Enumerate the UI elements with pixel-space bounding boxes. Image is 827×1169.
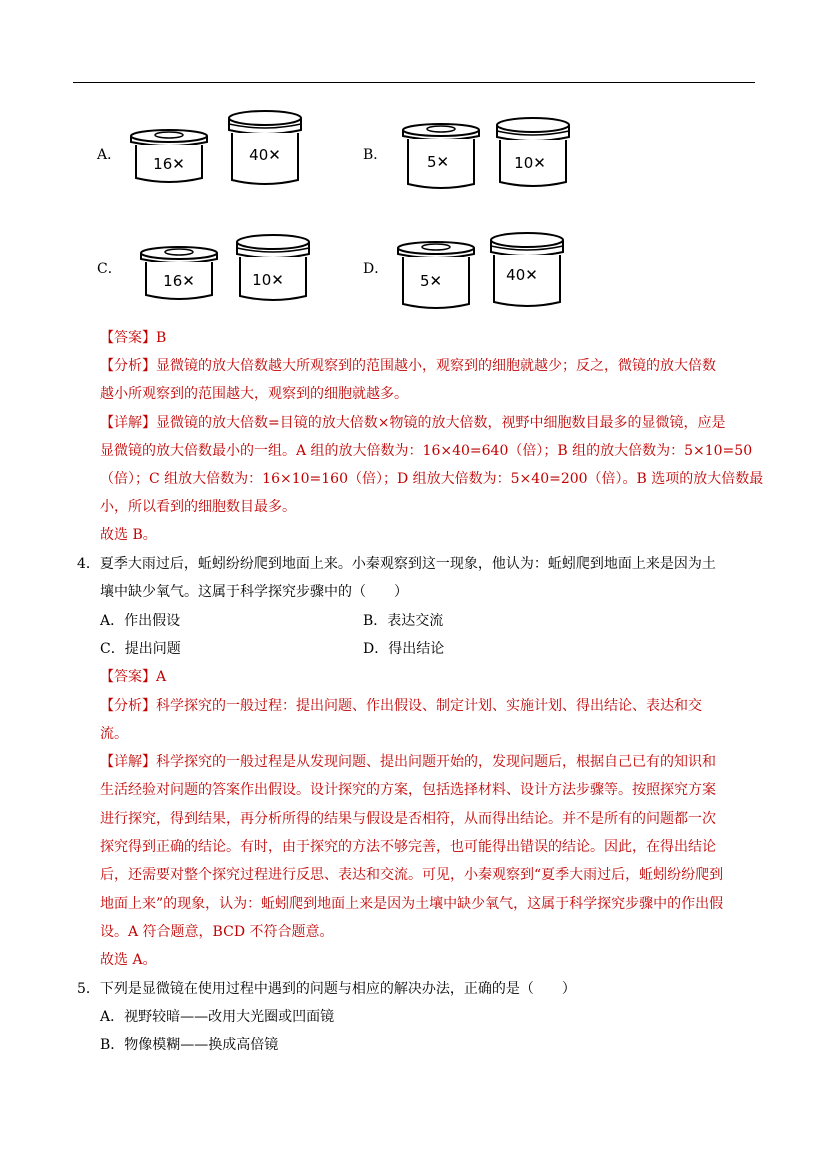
q4-detail-line-1: 【详解】科学探究的一般过程是从发现问题、提出问题开始的，发现问题后，根据自己已有的知识和 [100, 754, 716, 770]
q4-analysis-line-1: 【分析】科学探究的一般过程：提出问题、作出假设、制定计划、实施计划、得出结论、表达和交 [100, 698, 702, 714]
objective-c-label: 10✕ [252, 271, 284, 289]
q3-detail-line-2: 显微镜的放大倍数最小的一组。A 组的放大倍数为：16×40=640（倍）；B 组的放大倍数为：5×10=50 [100, 443, 753, 459]
eyepiece-c-image [138, 245, 220, 303]
q4-conclusion: 故选 A。 [100, 952, 157, 968]
q4-detail-line-4: 探究得到正确的结论。有时，由于探究的方法不够完善，也可能得出错误的结论。因此，在得出结论 [100, 839, 716, 855]
q3-analysis-line-1: 【分析】显微镜的放大倍数越大所观察到的范围越小，观察到的细胞就越少；反之，微镜的放大倍数 [100, 358, 716, 374]
option-letter-c: C． [97, 261, 122, 277]
q4-stem-line-1: 4．夏季大雨过后，蚯蚓纷纷爬到地面上来。小秦观察到这一现象，他认为：蚯蚓爬到地面上来是因为土 [77, 556, 716, 572]
q4-option-a: A．作出假设 [100, 613, 181, 629]
eyepiece-a-image [128, 128, 210, 186]
objective-a-label: 40✕ [249, 146, 281, 164]
option-letter-d: D． [363, 261, 389, 277]
eyepiece-a-label: 16✕ [153, 155, 185, 173]
q4-option-b: B．表达交流 [363, 613, 444, 629]
q3-analysis-line-2: 越小所观察到的范围越大，观察到的细胞就越多。 [100, 386, 408, 402]
q3-answer: 【答案】B [100, 330, 167, 346]
objective-d-label: 40✕ [506, 266, 538, 284]
q4-analysis-line-2: 流。 [100, 726, 128, 742]
q3-conclusion: 故选 B。 [100, 527, 157, 543]
objective-c-image [232, 232, 314, 304]
objective-a-image [224, 108, 306, 188]
eyepiece-d-image [395, 240, 477, 312]
q3-detail-line-1: 【详解】显微镜的放大倍数=目镜的放大倍数×物镜的放大倍数，视野中细胞数目最多的显微镜，应是 [100, 415, 726, 431]
eyepiece-b-label: 5✕ [426, 153, 450, 171]
q4-detail-line-6: 地面上来”的现象，认为：蚯蚓爬到地面上来是因为土壤中缺少氧气，这属于科学探究步骤中的作出假 [100, 896, 724, 912]
q4-option-c: C．提出问题 [100, 641, 181, 657]
q3-detail-line-4: 小，所以看到的细胞数目最多。 [100, 499, 296, 515]
eyepiece-d-label: 5✕ [419, 272, 443, 290]
q5-option-a: A．视野较暗——改用大光圈或凹面镜 [100, 1009, 335, 1025]
option-letter-a: A． [97, 147, 122, 163]
q4-detail-line-7: 设。A 符合题意，BCD 不符合题意。 [100, 924, 334, 940]
q4-detail-line-5: 后，还需要对整个探究过程进行反思、表达和交流。可见，小秦观察到“夏季大雨过后，蚯蚓纷纷爬到 [100, 867, 724, 883]
q4-detail-line-2: 生活经验对问题的答案作出假设。设计探究的方案，包括选择材料、设计方法步骤等。按照探究方案 [100, 782, 716, 798]
q3-detail-line-3: （倍）；C 组放大倍数为：16×10=160（倍）；D 组放大倍数为：5×40=200（倍）。B 选项的放大倍数最 [100, 471, 764, 487]
q4-stem-line-2: 壤中缺少氧气。这属于科学探究步骤中的（ ） [100, 584, 408, 600]
q5-option-b: B．物像模糊——换成高倍镜 [100, 1037, 279, 1053]
objective-d-image [486, 230, 568, 310]
header-rule [73, 82, 755, 83]
option-letter-b: B． [363, 147, 388, 163]
q4-option-d: D．得出结论 [363, 641, 445, 657]
objective-b-image [492, 115, 574, 190]
objective-b-label: 10✕ [514, 154, 546, 172]
eyepiece-c-label: 16✕ [163, 272, 195, 290]
eyepiece-b-image [400, 122, 482, 192]
q4-answer: 【答案】A [100, 669, 167, 685]
q4-detail-line-3: 进行探究，得到结果，再分析所得的结果与假设是否相符，从而得出结论。并不是所有的问题都一次 [100, 811, 716, 827]
q5-stem: 5．下列是显微镜在使用过程中遇到的问题与相应的解决办法，正确的是（ ） [77, 981, 576, 997]
